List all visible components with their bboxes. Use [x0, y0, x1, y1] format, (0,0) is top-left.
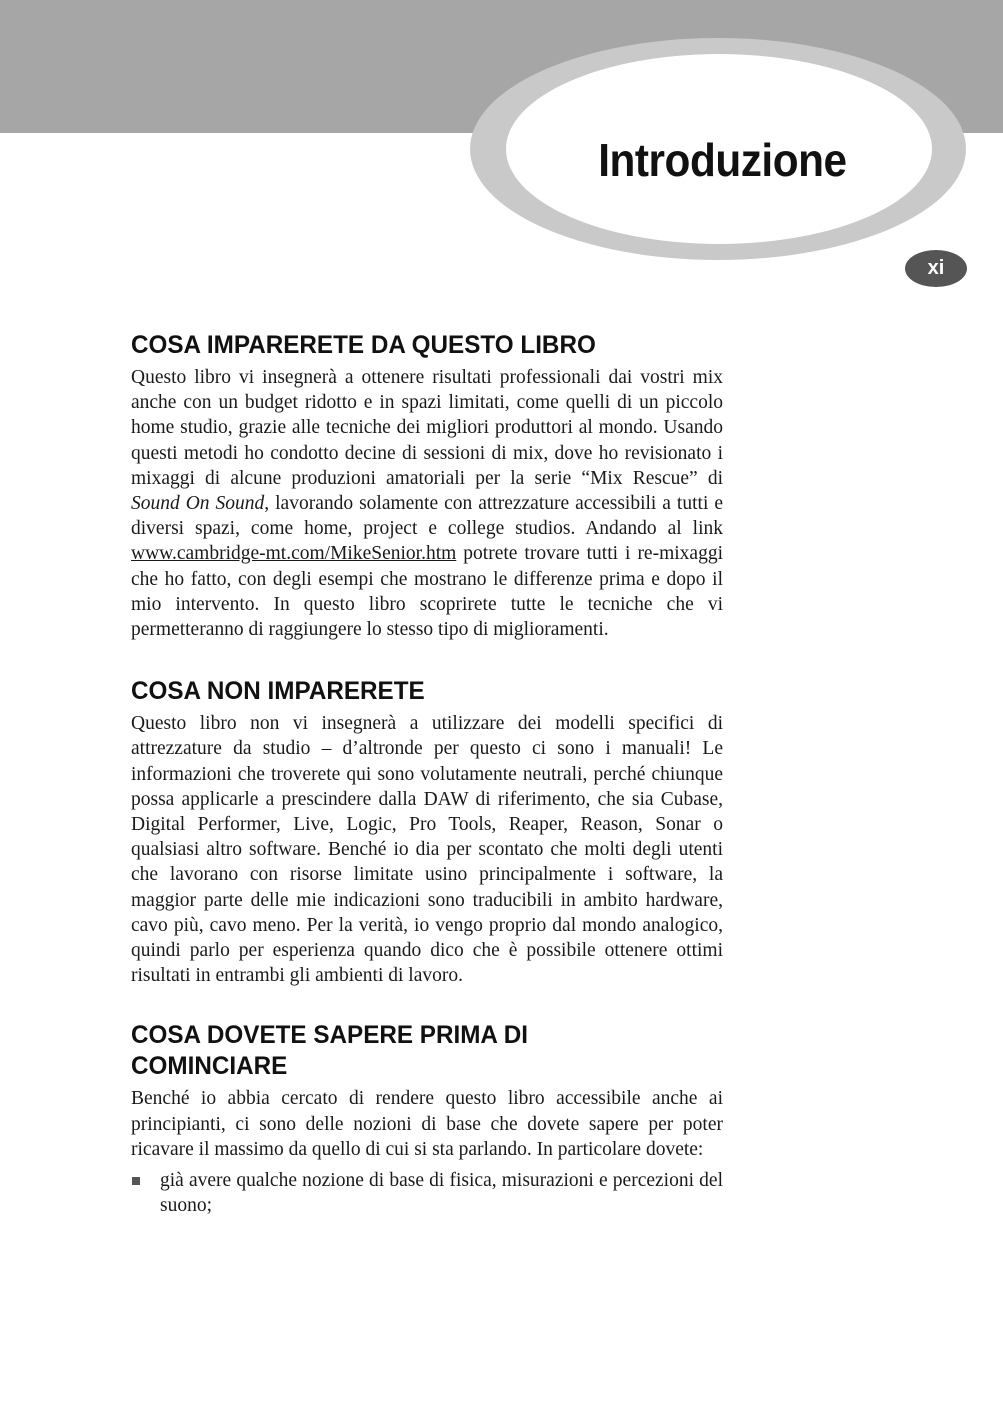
prerequisite-list: [131, 1168, 723, 1218]
body-text: potrete trovare tutti i re-mixaggi che ho fatto, con degli esempi che mostrano le differenze prima e dopo il mio intervento. In questo libro scoprirete tutte le tecniche che vi permetteranno di raggiungere lo stesso tipo di miglioramenti.: [131, 543, 723, 641]
list-item: [131, 1168, 723, 1218]
square-bullet-icon: [132, 1177, 140, 1185]
chapter-title: Introduzione: [598, 134, 847, 186]
heading-line: COMINCIARE: [131, 1052, 288, 1081]
section-body: [131, 365, 723, 642]
heading-line: COSA DOVETE SAPERE PRIMA DI: [131, 1021, 529, 1050]
body-text: Questo libro vi insegnerà a ottenere risultati professionali dai vostri mix anche con un budget ridotto e in spazi limitati, come quelli di un piccolo home studio, grazie alle tecniche dei migliori produttori al mondo. Usando questi metodi ho condotto decine di sessioni di mix, dove ho revisionato i mixaggi di alcune produzioni amatoriali per la serie “Mix Rescue” di: [131, 367, 723, 489]
section-heading: [131, 1020, 705, 1082]
list-item-text: già avere qualche nozione di base di fisica, misurazioni e percezioni del suono;: [160, 1170, 723, 1217]
section-prerequisites: [131, 1020, 723, 1218]
section-body: Questo libro non vi insegnerà a utilizzare dei modelli specifici di attrezzature da studio – d’altronde per questo ci sono i manuali! Le informazioni che troverete qui sono volutamente neutrali, perché chiunque possa applicarle a prescindere dalla DAW di riferimento, che sia Cubase, Digital Performer, Live, Logic, Pro Tools, Reaper, Reason, Sonar o qualsiasi altro software. Benché io dia per scontato che molti degli utenti che lavorano con risorse limitate usino principalmente i software, la maggior parte delle mie indicazioni sono traducibili in ambito hardware, cavo più, cavo meno. Per la verità, io vengo proprio dal mondo analogico, quindi parlo per esperienza quando dico che è possibile ottenere ottimi risultati in entrambi gli ambienti di lavoro.: [131, 713, 723, 987]
body-text: , lavorando solamente con attrezzature accessibili a tutti e diversi spazi, come home, project e college studios. Andando al link: [131, 493, 723, 540]
section-what-you-will-not-learn: [131, 676, 723, 988]
section-heading: COSA NON IMPARERETE: [131, 677, 425, 706]
section-body: Benché io abbia cercato di rendere questo libro accessibile anche ai principianti, ci sono delle nozioni di base che dovete sapere per poter ricavare il massimo da quello di cui si sta parlando. In particolare dovete:: [131, 1088, 723, 1160]
page-number-badge: xi: [905, 250, 967, 287]
main-content: [131, 330, 723, 1252]
section-what-you-will-learn: [131, 330, 723, 642]
section-heading: COSA IMPARERETE DA QUESTO LIBRO: [131, 331, 596, 359]
author-site-link[interactable]: www.cambridge-mt.com/MikeSenior.htm: [131, 543, 457, 565]
italic-title: Sound On Sound: [131, 493, 265, 515]
